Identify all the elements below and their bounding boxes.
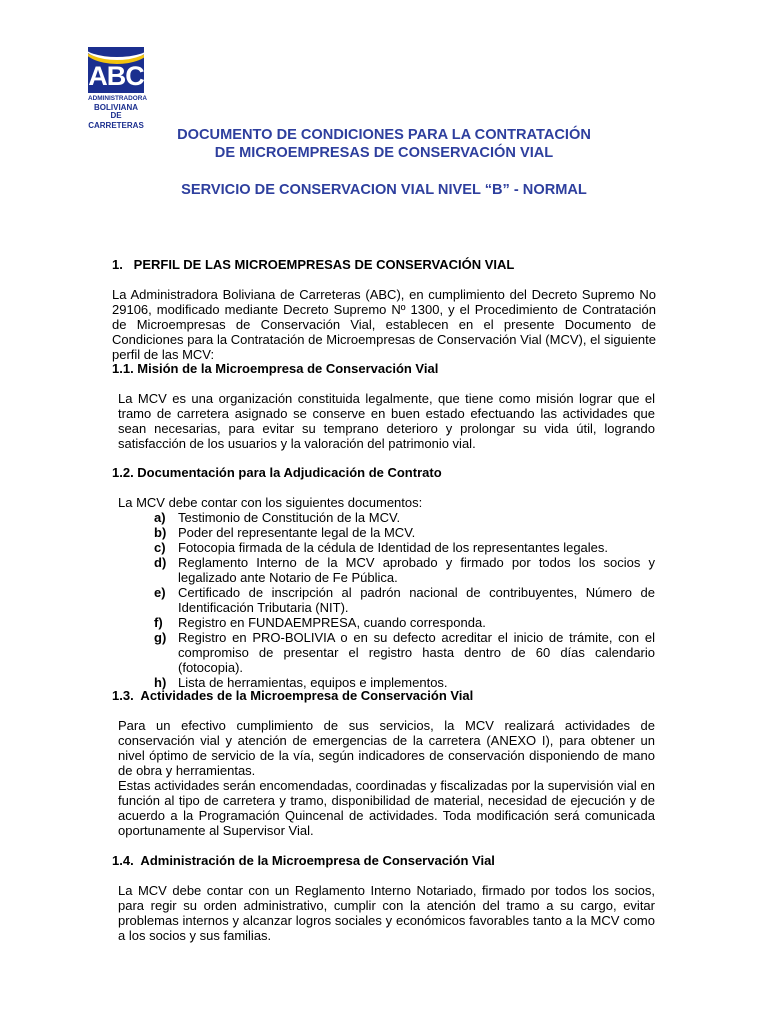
list-item-text: Lista de herramientas, equipos e implementos.	[178, 675, 448, 690]
section-1-3-paragraph-2: Estas actividades serán encomendadas, coordinadas y fiscalizadas por la supervisión vial en función al tipo de carretera y tramo, disponibilidad de material, necesidad de ejecución y de acuerdo a la Programación Quincenal de actividades. Toda modificación será comunicada oportunamente al Supervisor Vial.	[118, 778, 655, 838]
abc-logo-mark	[88, 47, 144, 93]
list-item-text: Poder del representante legal de la MCV.	[178, 525, 416, 540]
list-item-text: Testimonio de Constitución de la MCV.	[178, 510, 401, 525]
list-item-text: Fotocopia firmada de la cédula de Identidad de los representantes legales.	[178, 540, 609, 555]
list-marker: g)	[154, 630, 167, 645]
section-1-4-heading: 1.4. Administración de la Microempresa de Conservación Vial	[112, 853, 495, 868]
list-item-text: Registro en FUNDAEMPRESA, cuando corresponda.	[178, 615, 486, 630]
list-marker: c)	[154, 540, 166, 555]
list-marker: h)	[154, 675, 167, 690]
list-item-text: Certificado de inscripción al padrón nacional de contribuyentes, Número de Identificación Tributaria (NIT).	[178, 585, 655, 615]
abc-logo	[88, 47, 147, 130]
list-item	[154, 510, 655, 525]
logo-letters: ABC	[88, 61, 144, 91]
section-1-1-paragraph: La MCV es una organización constituida legalmente, que tiene como misión lograr que el tramo de carretera asignado se conserve en buen estado efectuando las actividades que sean necesarias, para evitar su temprano deterioro y prolongar su vida útil, logrando satisfacción de los usuarios y la valoración del patrimonio vial.	[118, 391, 655, 451]
section-1-2-intro: La MCV debe contar con los siguientes documentos:	[118, 495, 423, 510]
section-1-1-heading: 1.1. Misión de la Microempresa de Conservación Vial	[112, 361, 439, 376]
list-marker: a)	[154, 510, 166, 525]
list-marker: d)	[154, 555, 167, 570]
document-list	[154, 510, 655, 690]
section-1-paragraph: La Administradora Boliviana de Carreteras (ABC), en cumplimiento del Decreto Supremo No 29106, modificado mediante Decreto Supremo Nº 1300, y el Procedimiento de Contratación de Microempresas de Conservación Vial, establecen en el presente Documento de Condiciones para la Contratación de Microempresas de Conservación Vial (MCV), el siguiente perfil de las MCV:	[112, 287, 656, 362]
list-item	[154, 630, 655, 675]
list-item	[154, 555, 655, 585]
document-title-line-1: DOCUMENTO DE CONDICIONES PARA LA CONTRATACIÓN	[177, 127, 591, 143]
section-1-4-paragraph: La MCV debe contar con un Reglamento Interno Notariado, firmado por todos los socios, para regir su orden administrativo, cumplir con la atención del tramo a su cargo, evitar problemas internos y alcanzar logros sociales y económicos favorables tanto a la MCV como a los socios y sus familias.	[118, 883, 655, 943]
section-1-3-heading: 1.3. Actividades de la Microempresa de Conservación Vial	[112, 688, 474, 703]
list-marker: b)	[154, 525, 167, 540]
list-item-text: Registro en PRO-BOLIVIA o en su defecto acreditar el inicio de trámite, con el compromiso de presentar el registro hasta dentro de 60 días calendario (fotocopia).	[178, 630, 655, 675]
section-1-heading: 1. PERFIL DE LAS MICROEMPRESAS DE CONSERVACIÓN VIAL	[112, 257, 515, 272]
document-subtitle: SERVICIO DE CONSERVACION VIAL NIVEL “B” - NORMAL	[181, 182, 587, 198]
logo-line-1: ADMINISTRADORA	[88, 95, 147, 102]
list-item-text: Reglamento Interno de la MCV aprobado y firmado por todos los socios y legalizado ante Notario de Fe Pública.	[178, 555, 655, 585]
logo-line-2: BOLIVIANA DE	[94, 103, 138, 120]
list-item	[154, 525, 655, 540]
section-1-3-paragraph-1: Para un efectivo cumplimiento de sus servicios, la MCV realizará actividades de conservación vial y atención de emergencias de la carretera (ANEXO I), para obtener un nivel óptimo de servicio de la vía, según indicadores de conservación disponiendo de mano de obra y herramientas.	[118, 718, 655, 778]
list-item	[154, 585, 655, 615]
section-1-2-heading: 1.2. Documentación para la Adjudicación de Contrato	[112, 465, 442, 480]
list-marker: f)	[154, 615, 163, 630]
list-item	[154, 615, 655, 630]
list-marker: e)	[154, 585, 166, 600]
list-item	[154, 540, 655, 555]
document-title-line-2: DE MICROEMPRESAS DE CONSERVACIÓN VIAL	[214, 145, 554, 161]
logo-line-3: CARRETERAS	[88, 121, 144, 130]
